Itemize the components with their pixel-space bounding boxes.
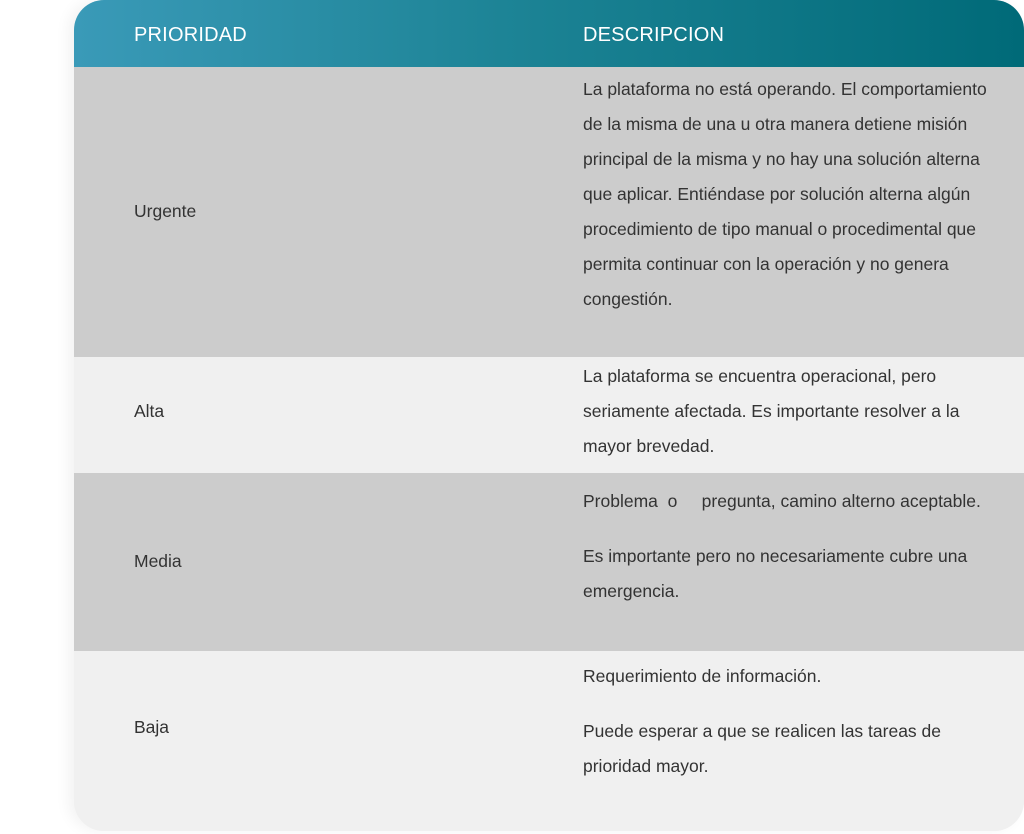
- description-text: La plataforma se encuentra operacional, pero seriamente afectada. Es importante resolver a la mayor brevedad.: [583, 366, 960, 456]
- description-cell: [583, 484, 993, 609]
- description-text: Requerimiento de información.: [583, 666, 822, 686]
- priority-table: [74, 0, 1024, 831]
- header-priority: PRIORIDAD: [134, 24, 247, 46]
- header-description: DESCRIPCION: [583, 24, 725, 46]
- table-row-baja: [74, 651, 1024, 831]
- description-text: Es importante pero no necesariamente cubre una emergencia.: [583, 546, 968, 601]
- table-header-row: [74, 0, 1024, 67]
- priority-label: Alta: [134, 401, 165, 421]
- description-cell: [583, 359, 993, 464]
- table-row-urgente: [74, 67, 1024, 357]
- description-text: Problema o pregunta, camino alterno aceptable.: [583, 491, 981, 511]
- table-row-alta: [74, 357, 1024, 473]
- priority-label: Urgente: [134, 201, 197, 221]
- priority-label: Media: [134, 551, 182, 571]
- description-text: La plataforma no está operando. El comportamiento de la misma de una u otra manera detiene misión principal de la misma y no hay una solución alterna que aplicar. Entiéndase por solución alterna algún procedimiento de tipo manual o procedimental que permita continuar con la operación y no genera congestión.: [583, 79, 987, 309]
- description-text: Puede esperar a que se realicen las tareas de prioridad mayor.: [583, 721, 942, 776]
- description-cell: [583, 72, 993, 317]
- priority-label: Baja: [134, 717, 170, 737]
- table-row-media: [74, 473, 1024, 651]
- description-cell: [583, 659, 993, 784]
